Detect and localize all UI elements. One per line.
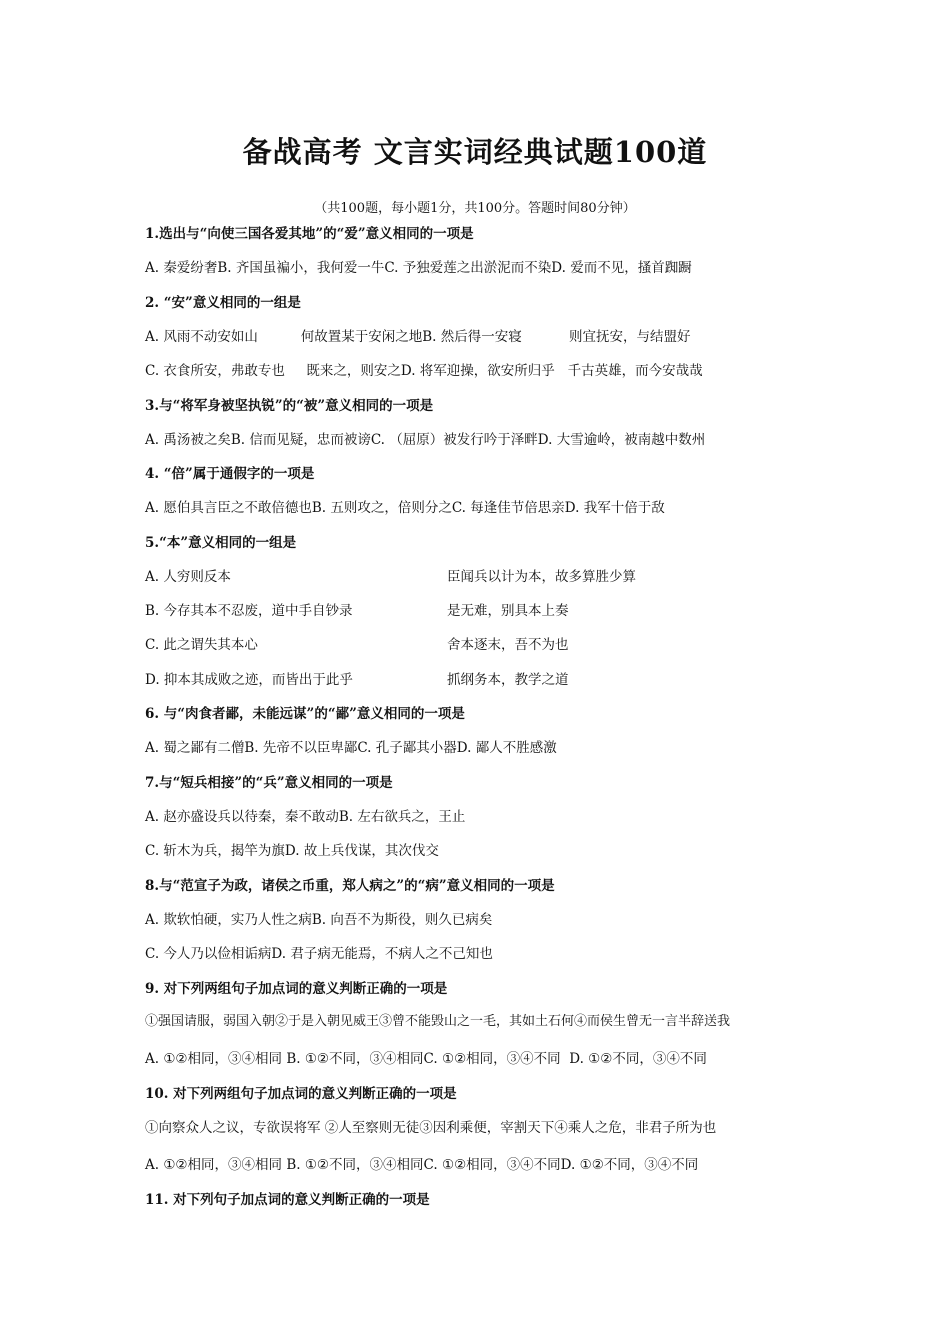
question-2-stem: 2. “安”意义相同的一组是 [145, 295, 301, 311]
question-5-option-a-pair: 臣闻兵以计为本，故多算胜少算 [447, 569, 636, 585]
question-9-sentences: ①强国请服，弱国入朝②于是入朝见威王③曾不能毁山之一毛，其如土石何④而侯生曾无一言半辞送我 [145, 1014, 731, 1029]
question-8-options-row2: C. 今人乃以俭相诟病D. 君子病无能焉，不病人之不己知也 [145, 946, 493, 962]
question-1-stem: 1.选出与“向使三国各爱其地”的“爱”意义相同的一项是 [145, 226, 474, 242]
question-5-stem: 5.“本”意义相同的一组是 [145, 535, 297, 551]
question-8-options-row1: A. 欺软怕硬，实乃人性之病B. 向吾不为斯役，则久已病矣 [145, 912, 493, 928]
question-8-stem: 8.与“范宣子为政，诸侯之币重，郑人病之”的“病”意义相同的一项是 [145, 878, 555, 894]
question-11-stem: 11. 对下列句子加点词的意义判断正确的一项是 [145, 1192, 430, 1208]
question-7-options-row2: C. 斩木为兵，揭竿为旗D. 故上兵伐谋，其次伐交 [145, 843, 439, 859]
question-9-stem: 9. 对下列两组句子加点词的意义判断正确的一项是 [145, 981, 448, 997]
question-9-options: A. ①②相同，③④相同 B. ①②不同，③④相同C. ①②相同，③④不同 D. ①②不同，③④不同 [145, 1051, 707, 1067]
question-5-option-a: A. 人穷则反本 [145, 569, 231, 585]
question-5-option-b: B. 今存其本不忍废，道中手自钞录 [145, 603, 353, 619]
question-6-options: A. 蜀之鄙有二僧B. 先帝不以臣卑鄙C. 孔子鄙其小器D. 鄙人不胜感激 [145, 740, 557, 756]
question-10-options: A. ①②相同，③④相同 B. ①②不同，③④相同C. ①②相同，③④不同D. ①②不同，③④不同 [145, 1157, 699, 1173]
question-2-options-row2: C. 衣食所安，弗敢专也 既来之，则安之D. 将军迎操，欲安所归乎 千古英雄，而今安哉哉 [145, 363, 703, 379]
question-6-stem: 6. 与“肉食者鄙，未能远谋”的“鄙”意义相同的一项是 [145, 706, 465, 722]
question-4-stem: 4. “倍”属于通假字的一项是 [145, 466, 315, 482]
question-5-option-d-pair: 抓纲务本，教学之道 [447, 672, 569, 688]
exam-info: （共100题，每小题1分，共100分。答题时间80分钟） [314, 201, 636, 216]
question-3-stem: 3.与“将军身被坚执锐”的“被”意义相同的一项是 [145, 398, 434, 414]
question-7-options-row1: A. 赵亦盛设兵以待秦，秦不敢动B. 左右欲兵之，王止 [145, 809, 466, 825]
question-5-option-c-pair: 舍本逐末，吾不为也 [447, 637, 569, 653]
question-5-option-b-pair: 是无难，别具本上奏 [447, 603, 569, 619]
question-10-sentences: ①向察众人之议，专欲误将军 ②人至察则无徒③因利乘便，宰割天下④乘人之危，非君子所为也 [145, 1120, 717, 1136]
question-7-stem: 7.与“短兵相接”的“兵”意义相同的一项是 [145, 775, 393, 791]
question-10-stem: 10. 对下列两组句子加点词的意义判断正确的一项是 [145, 1086, 457, 1102]
question-3-options: A. 禹汤被之矣B. 信而见疑，忠而被谤C. （屈原）被发行吟于泽畔D. 大雪逾岭，被南越中数州 [145, 432, 706, 448]
question-2-options-row1: A. 风雨不动安如山 何故置某于安闲之地B. 然后得一安寝 则宜抚安，与结盟好 [145, 329, 691, 345]
question-5-option-c: C. 此之谓失其本心 [145, 637, 258, 653]
question-4-options: A. 愿伯具言臣之不敢倍德也B. 五则攻之，倍则分之C. 每逢佳节倍思亲D. 我军十倍于敌 [145, 500, 665, 516]
question-5-option-d: D. 抑本其成败之迹，而皆出于此乎 [145, 672, 353, 688]
page-title: 备战高考 文言实词经典试题100道 [242, 135, 708, 169]
question-1-options: A. 秦爱纷奢B. 齐国虽褊小，我何爱一牛C. 予独爱莲之出淤泥而不染D. 爱而不见，搔首踟蹰 [145, 260, 692, 276]
